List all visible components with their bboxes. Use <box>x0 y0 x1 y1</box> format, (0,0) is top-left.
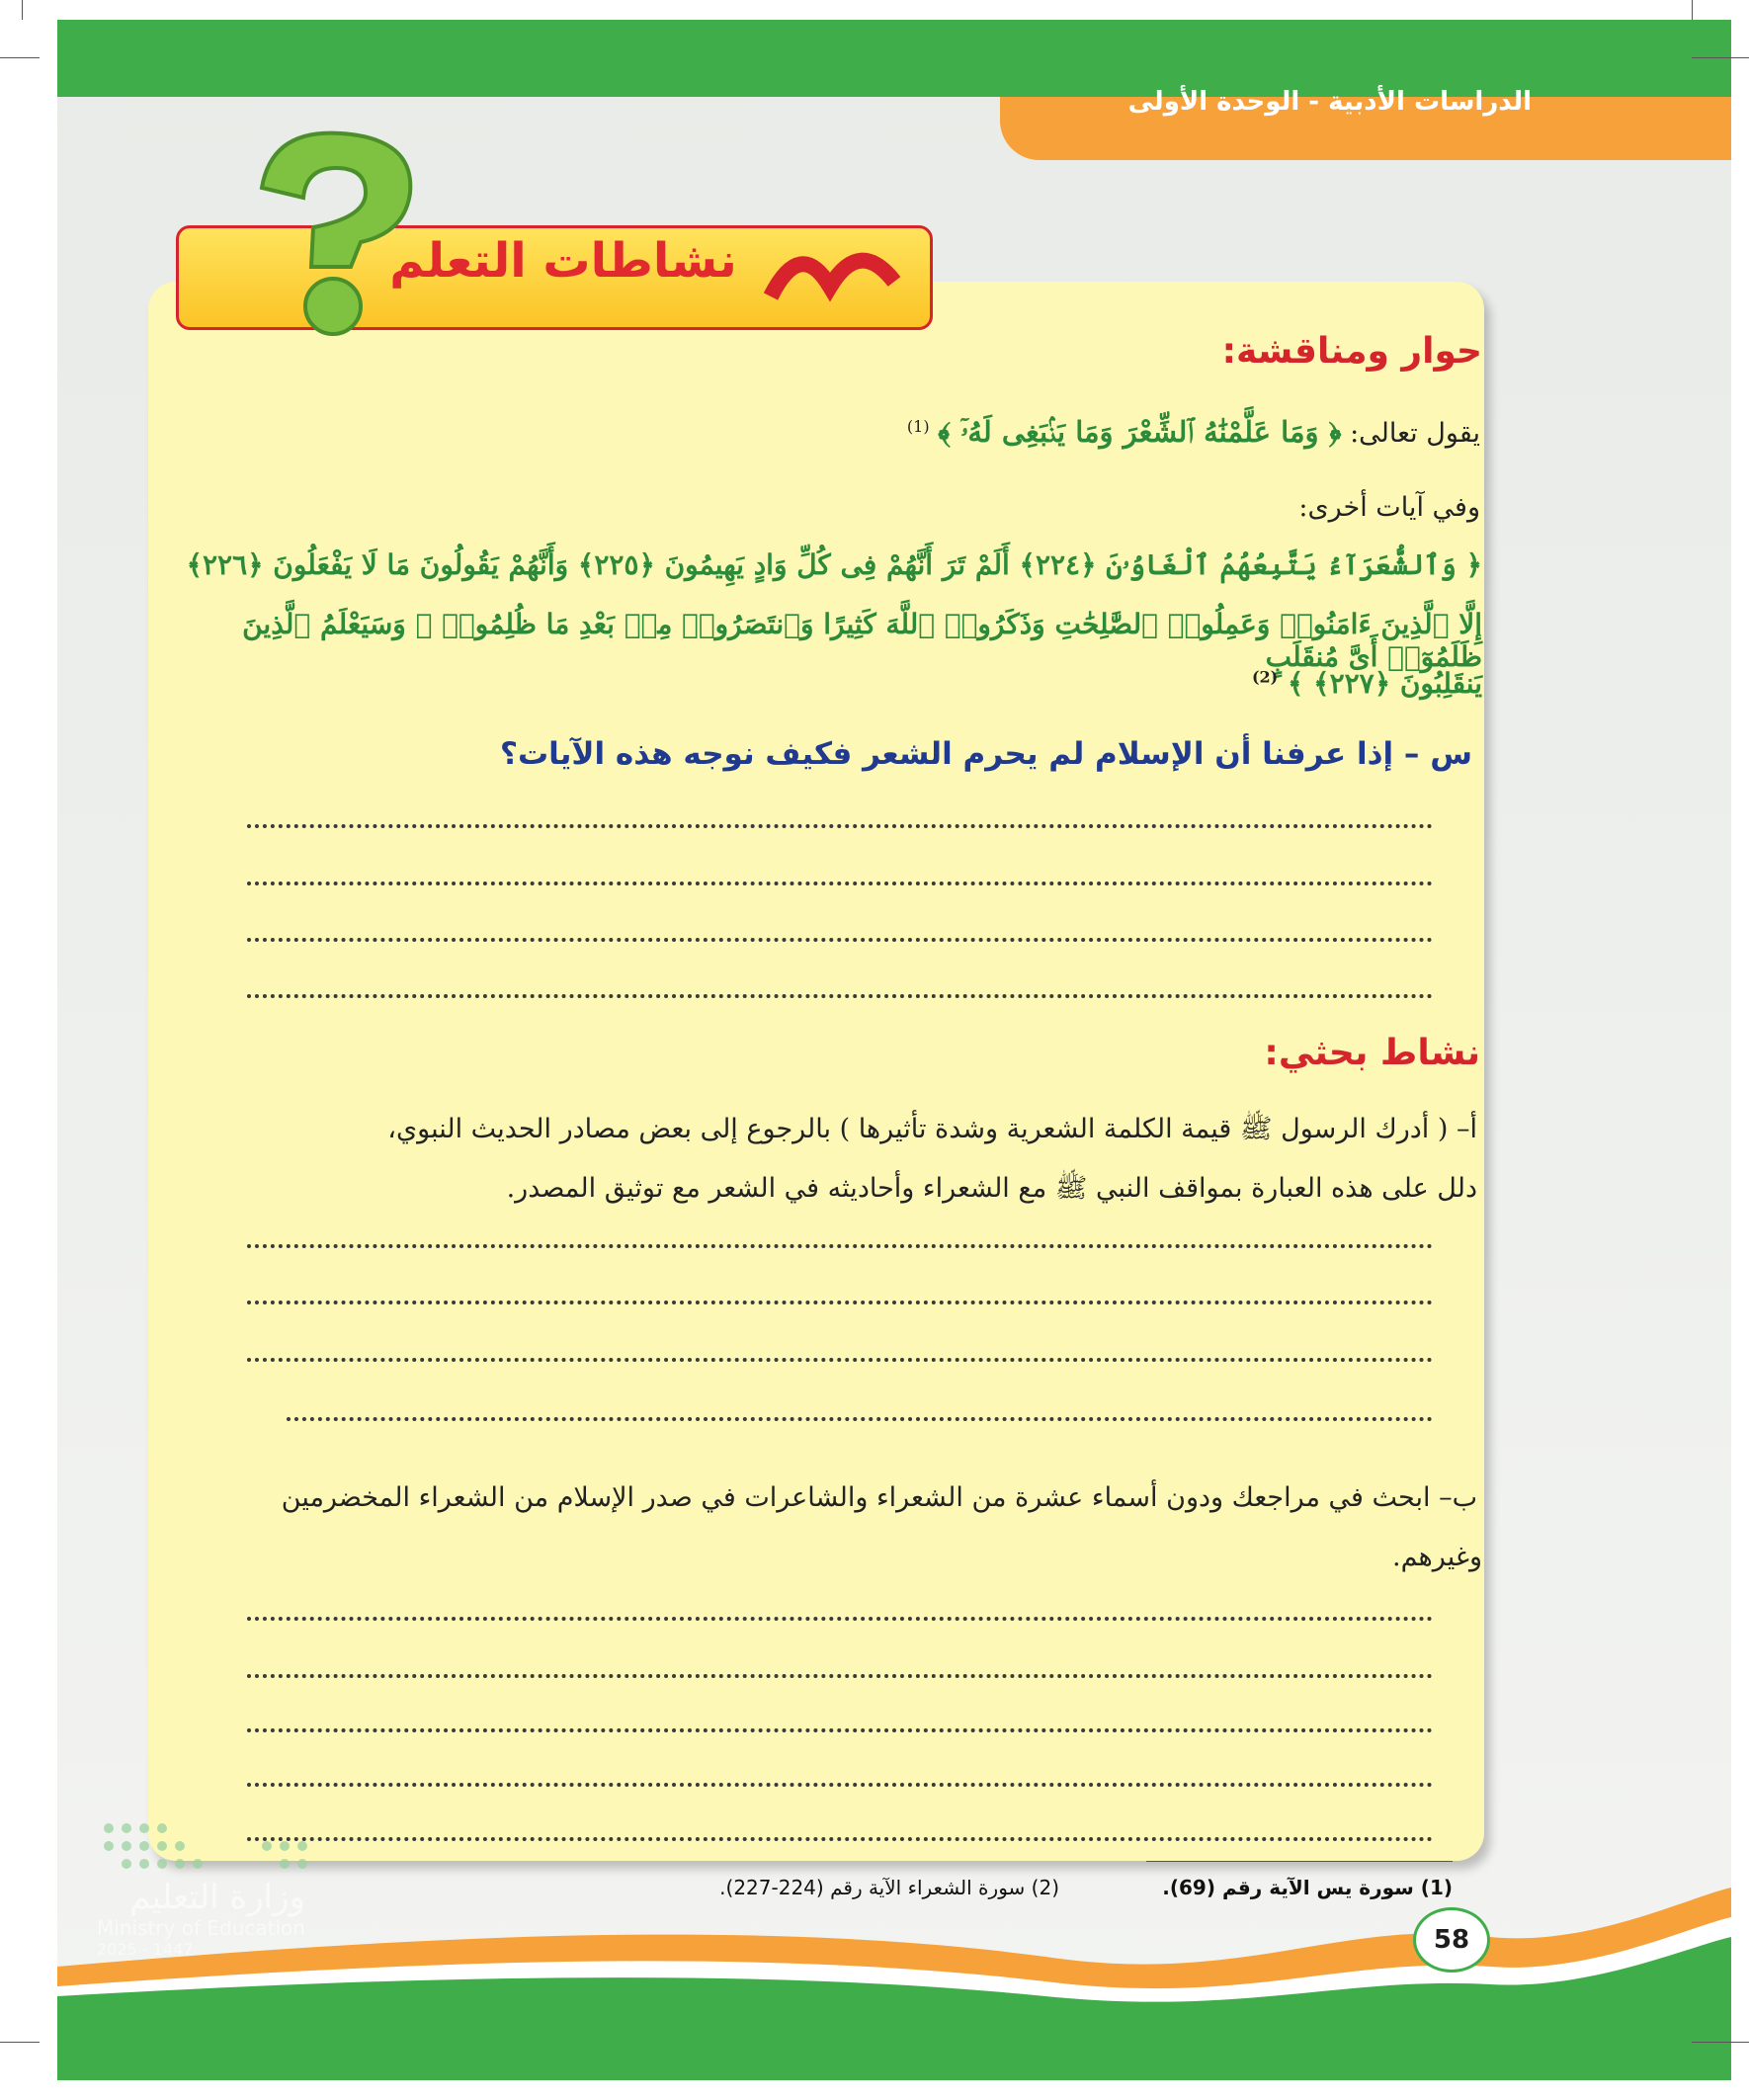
answer-line[interactable] <box>247 1240 1433 1248</box>
crop-mark <box>0 2042 40 2043</box>
top-green-band <box>57 20 1731 97</box>
answer-line[interactable] <box>247 820 1433 828</box>
ministry-logo-text <box>97 1878 305 1961</box>
verses-line-1: ﴿ وَٱلشُّعَرَآءُ يَتَّبِعُهُمُ ٱلْغَاوُۥنَ ﴿٢٢٤﴾ أَلَمْ تَرَ أَنَّهُمْ فِى كُلِّ وَادٍ يَهِيمُونَ ﴿٢٢٥﴾ وَأَنَّهُمْ يَقُولُونَ مَا لَا يَفْعَلُونَ ﴿٢٢٦﴾ <box>186 548 1482 581</box>
answer-line[interactable] <box>247 990 1433 998</box>
verses-line-3 <box>148 667 1482 700</box>
research-item-b-line-1: ب– ابحث في مراجعك ودون أسماء عشرة من الشعراء والشاعرات في صدر الإسلام من الشعراء المخضرمين <box>281 1482 1477 1513</box>
answer-line[interactable] <box>287 1413 1433 1421</box>
research-item-a-line-2: دلل على هذه العبارة بمواقف النبي ﷺ مع الشعراء وأحاديثه في الشعر مع توثيق المصدر. <box>506 1173 1477 1204</box>
research-heading: نشاط بحثي: <box>1264 1033 1480 1073</box>
research-item-b-line-2: وغيرهم. <box>1392 1542 1482 1572</box>
page-title: نشاطات التعلم <box>389 233 737 289</box>
answer-line[interactable] <box>247 1354 1433 1362</box>
discussion-heading: حوار ومناقشة: <box>1221 331 1482 372</box>
crop-mark <box>1692 57 1749 58</box>
verse-1: ﴿ وَمَا عَلَّمْنَٰهُ ٱلشِّعْرَ وَمَا يَنۢبَغِى لَهُۥٓ ﴾ <box>938 415 1342 449</box>
verse-1-footnote-ref: (1) <box>906 417 930 436</box>
discussion-question: س – إذا عرفنا أن الإسلام لم يحرم الشعر فكيف نوجه هذه الآيات؟ <box>499 736 1472 772</box>
ministry-logo-dots-icon <box>99 1818 316 1878</box>
other-verses-intro: وفي آيات أخرى: <box>1298 492 1480 523</box>
ministry-year: 2025 - 1447 <box>97 1940 194 1959</box>
crop-mark <box>1692 0 1693 20</box>
answer-line[interactable] <box>247 1724 1433 1732</box>
verses-line-3-text: يَنقَلِبُونَ ﴿٢٢٧﴾ ﴾ <box>1288 667 1482 700</box>
answer-line[interactable] <box>247 1779 1433 1787</box>
question-mark-icon <box>242 119 425 346</box>
answer-line[interactable] <box>247 1670 1433 1678</box>
verses-line-2: إِلَّا ٱلَّذِينَ ءَامَنُوا۟ وَعَمِلُوا۟ ٱلصَّٰلِحَٰتِ وَذَكَرُوا۟ ٱللَّهَ كَثِيرًا وَٱنتَصَرُوا۟ مِنۢ بَعْدِ مَا ظُلِمُوا۟ ۗ وَسَيَعْلَمُ ٱلَّذِينَ ظَلَمُوٓا۟ أَىَّ مُنقَلَبٍ <box>242 608 1482 673</box>
title-swoosh-icon <box>761 227 909 316</box>
ministry-arabic: وزارة التعليم <box>129 1878 305 1917</box>
answer-line[interactable] <box>247 1297 1433 1304</box>
footnote-1: (1) سورة يس الآية رقم (69). <box>1162 1876 1453 1899</box>
verses-footnote-ref: (2) <box>1251 667 1279 687</box>
research-item-a-line-1: أ– ( أدرك الرسول ﷺ قيمة الكلمة الشعرية وشدة تأثيرها ) بالرجوع إلى بعض مصادر الحديث النبوي، <box>387 1114 1477 1144</box>
header-breadcrumb: الدراسات الأدبية - الوحدة الأولى <box>1127 87 1532 117</box>
crop-mark <box>22 0 23 20</box>
answer-line[interactable] <box>247 1613 1433 1621</box>
ministry-english: Ministry of Education <box>97 1916 305 1940</box>
intro-label: يقول تعالى: <box>1350 418 1480 449</box>
crop-mark <box>0 57 40 58</box>
page-number: 58 <box>1413 1907 1490 1973</box>
discussion-intro <box>294 415 1480 450</box>
footnote-divider <box>1146 1861 1453 1862</box>
answer-line[interactable] <box>247 878 1433 885</box>
footnote-2: (2) سورة الشعراء الآية رقم (224-227). <box>719 1876 1059 1899</box>
crop-mark <box>1692 2042 1749 2043</box>
answer-line[interactable] <box>247 1833 1433 1841</box>
answer-line[interactable] <box>247 934 1433 942</box>
